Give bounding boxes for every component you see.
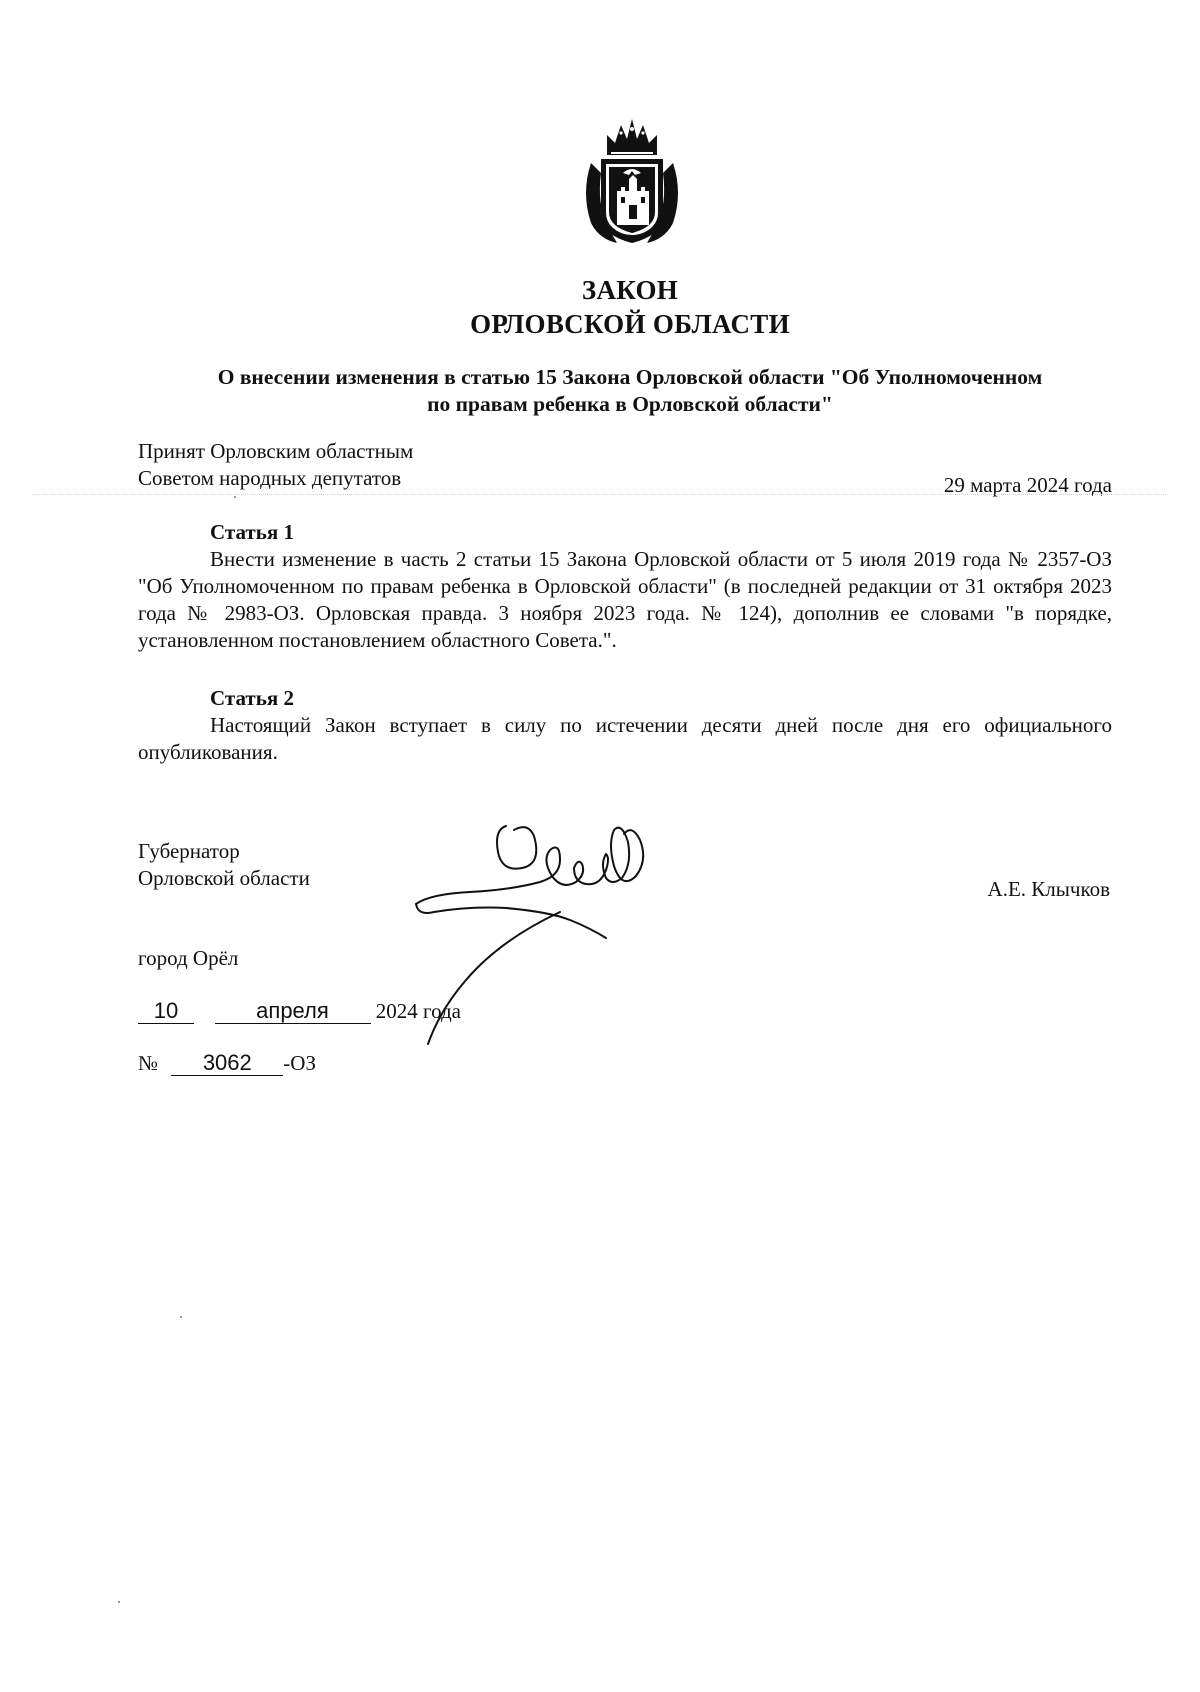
subtitle-line-2: по правам ребенка в Орловской области": [427, 392, 833, 416]
number-suffix: -ОЗ: [283, 1051, 316, 1075]
number-prefix: №: [138, 1051, 159, 1075]
scan-speck: [180, 1316, 182, 1318]
article-1: [138, 519, 1112, 654]
title-line-2: ОРЛОВСКОЙ ОБЛАСТИ: [470, 309, 790, 339]
number-value: 3062: [171, 1051, 283, 1076]
signing-date: [138, 998, 461, 1025]
document-subtitle: [140, 364, 1120, 418]
article-heading: Статья 1: [210, 520, 294, 544]
date-month: апреля: [215, 999, 371, 1024]
adoption-info: [138, 438, 413, 492]
coat-of-arms-icon: [577, 113, 687, 248]
adoption-date: 29 марта 2024 года: [943, 473, 1112, 497]
document-title: [0, 273, 1200, 341]
article-2: [138, 685, 1112, 766]
subtitle-line-1: О внесении изменения в статью 15 Закона Орловской области "Об Уполномоченном: [217, 365, 1043, 389]
adoption-line-1: Принят Орловским областным: [138, 439, 414, 463]
article-text: Настоящий Закон вступает в силу по истечении десяти дней после дня его официального опубликования.: [138, 713, 1112, 764]
signer-position: [138, 838, 310, 892]
article-text: Внести изменение в часть 2 статьи 15 Закона Орловской области от 5 июля 2019 года № 2357-ОЗ "Об Уполномоченном по правам ребенка в Орловской области" (в последней редакции от 31 октября 2023 года № 2983-ОЗ. Орловская правда. 3 ноября 2023 года. № 124), дополнив ее словами "в порядке, установленном постановлением областного Совета.".: [138, 547, 1112, 652]
article-heading: Статья 2: [210, 686, 294, 710]
date-day: 10: [138, 999, 194, 1024]
scan-speck: [118, 1601, 120, 1603]
law-number: [138, 1050, 316, 1077]
divider: [34, 494, 1166, 495]
position-line-2: Орловской области: [138, 866, 310, 890]
signer-name: А.Е. Клычков: [987, 877, 1110, 901]
position-line-1: Губернатор: [138, 839, 240, 863]
date-year: 2024 года: [375, 999, 461, 1023]
city: город Орёл: [138, 946, 239, 970]
scan-speck: [234, 496, 236, 498]
title-line-1: ЗАКОН: [581, 275, 679, 305]
adoption-line-2: Советом народных депутатов: [138, 466, 402, 490]
